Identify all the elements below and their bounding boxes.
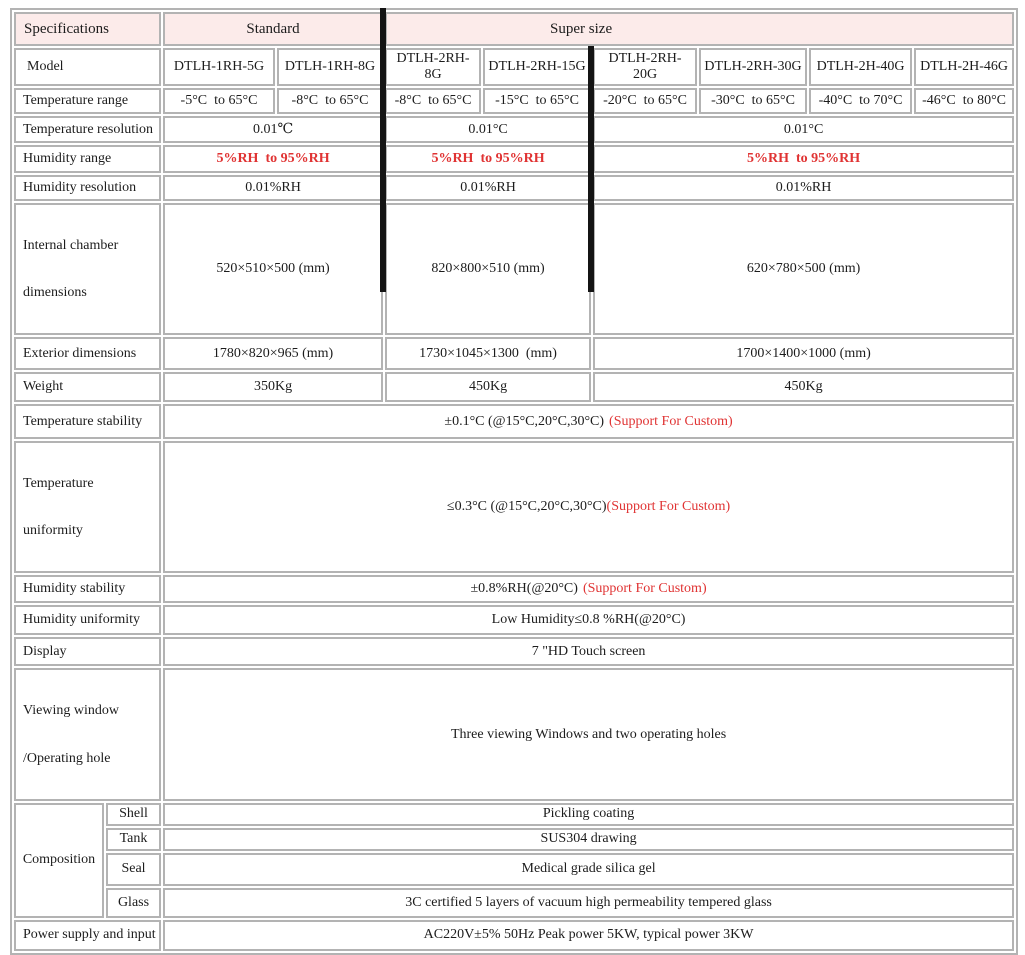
exterior-dimensions-value-cell: 1730×1045×1300 (mm) xyxy=(385,337,591,370)
temperature-stability-label: Temperature stability xyxy=(14,404,161,439)
viewing-window-label xyxy=(14,668,161,800)
exterior-dimensions-value-cell: 1700×1400×1000 (mm) xyxy=(593,337,1014,370)
table-row-composition-shell xyxy=(14,803,1014,826)
temperature-uniformity-label-line2: uniformity xyxy=(23,523,83,539)
model-value-cell: DTLH-2RH-30G xyxy=(699,48,807,86)
table-row-weight xyxy=(14,372,1014,402)
power-supply-value-cell: AC220V±5% 50Hz Peak power 5KW, typical power 3KW xyxy=(163,920,1014,951)
temperature-resolution-label: Temperature resolution xyxy=(14,116,161,143)
table-row-temperature-range xyxy=(14,88,1014,114)
humidity-range-value-cell: 5%RH to 95%RH xyxy=(385,145,591,173)
temperature-resolution-value-cell: 0.01°C xyxy=(593,116,1014,143)
temperature-stability-value-cell xyxy=(163,404,1014,439)
table-row-power-supply xyxy=(14,920,1014,951)
composition-item-value-cell: SUS304 drawing xyxy=(163,828,1014,851)
temperature-uniformity-value: ≤0.3°C (@15°C,20°C,30°C) xyxy=(446,499,607,515)
internal-chamber-value-cell: 520×510×500 (mm) xyxy=(163,203,383,335)
humidity-stability-custom-note: (Support For Custom) xyxy=(582,581,707,597)
temperature-range-value-cell: -46°C to 80°C xyxy=(914,88,1014,114)
composition-item-name: Shell xyxy=(106,803,161,826)
humidity-resolution-value-cell: 0.01%RH xyxy=(163,175,383,201)
model-value-cell: DTLH-2H-40G xyxy=(809,48,912,86)
table-row-humidity-stability xyxy=(14,575,1014,603)
humidity-range-value-cell: 5%RH to 95%RH xyxy=(593,145,1014,173)
weight-value-cell: 350Kg xyxy=(163,372,383,402)
power-supply-label: Power supply and input xyxy=(14,920,161,951)
table-row-exterior-dimensions xyxy=(14,337,1014,370)
standard-supersize-divider-line xyxy=(380,8,386,292)
weight-label: Weight xyxy=(14,372,161,402)
display-value-cell: 7 "HD Touch screen xyxy=(163,637,1014,666)
humidity-range-value-cell: 5%RH to 95%RH xyxy=(163,145,383,173)
table-row-humidity-uniformity xyxy=(14,605,1014,635)
composition-item-name: Glass xyxy=(106,888,161,918)
humidity-stability-value: ±0.8%RH(@20°C) xyxy=(470,581,578,597)
super-size-group-header: Super size xyxy=(385,12,1014,46)
temperature-stability-value: ±0.1°C (@15°C,20°C,30°C) xyxy=(444,413,605,429)
composition-item-value-cell: Pickling coating xyxy=(163,803,1014,826)
table-row-internal-chamber-dimensions xyxy=(14,203,1014,335)
model-value-cell: DTLH-2H-46G xyxy=(914,48,1014,86)
internal-chamber-dimensions-label xyxy=(14,203,161,335)
table-row-viewing-window xyxy=(14,668,1014,800)
viewing-window-label-line2: /Operating hole xyxy=(23,750,111,766)
temperature-uniformity-label xyxy=(14,441,161,573)
humidity-resolution-value-cell: 0.01%RH xyxy=(593,175,1014,201)
exterior-dimensions-value-cell: 1780×820×965 (mm) xyxy=(163,337,383,370)
internal-chamber-value-cell: 820×800×510 (mm) xyxy=(385,203,591,335)
temperature-range-value-cell: -8°C to 65°C xyxy=(277,88,383,114)
temperature-uniformity-label-line1: Temperature xyxy=(23,476,94,492)
temperature-resolution-value-cell: 0.01℃ xyxy=(163,116,383,143)
display-label: Display xyxy=(14,637,161,666)
exterior-dimensions-label: Exterior dimensions xyxy=(14,337,161,370)
temperature-stability-custom-note: (Support For Custom) xyxy=(609,413,733,429)
standard-group-header: Standard xyxy=(163,12,383,46)
specifications-header: Specifications xyxy=(14,12,161,46)
temperature-range-value-cell: -15°C to 65°C xyxy=(483,88,591,114)
composition-item-value-cell: 3C certified 5 layers of vacuum high permeability tempered glass xyxy=(163,888,1014,918)
table-row-header xyxy=(14,12,1014,46)
table-row-composition-seal xyxy=(14,853,1014,886)
model-label: Model xyxy=(14,48,161,86)
model-value-cell: DTLH-2RH-20G xyxy=(593,48,697,86)
table-row-composition-tank xyxy=(14,828,1014,851)
temperature-range-value-cell: -20°C to 65°C xyxy=(593,88,697,114)
table-row-humidity-resolution xyxy=(14,175,1014,201)
humidity-stability-value-cell xyxy=(163,575,1014,603)
temperature-range-value-cell: -8°C to 65°C xyxy=(385,88,481,114)
table-row-temperature-uniformity xyxy=(14,441,1014,573)
table-row-model xyxy=(14,48,1014,86)
temperature-range-label: Temperature range xyxy=(14,88,161,114)
temperature-uniformity-custom-note: (Support For Custom) xyxy=(606,499,731,515)
composition-item-name: Tank xyxy=(106,828,161,851)
temperature-resolution-value-cell: 0.01°C xyxy=(385,116,591,143)
table-row-temperature-resolution xyxy=(14,116,1014,143)
viewing-window-label-line1: Viewing window xyxy=(23,703,119,719)
table-row-composition-glass xyxy=(14,888,1014,918)
supersize-subgroup-divider-line xyxy=(588,46,594,292)
weight-value-cell: 450Kg xyxy=(593,372,1014,402)
internal-chamber-dimensions-label-line2: dimensions xyxy=(23,285,87,301)
composition-label: Composition xyxy=(14,803,104,918)
humidity-stability-label: Humidity stability xyxy=(14,575,161,603)
model-value-cell: DTLH-2RH-8G xyxy=(385,48,481,86)
humidity-resolution-value-cell: 0.01%RH xyxy=(385,175,591,201)
table-row-humidity-range xyxy=(14,145,1014,173)
table-row-temperature-stability xyxy=(14,404,1014,439)
composition-item-value-cell: Medical grade silica gel xyxy=(163,853,1014,886)
temperature-uniformity-value-cell xyxy=(163,441,1014,573)
model-value-cell: DTLH-1RH-8G xyxy=(277,48,383,86)
temperature-range-value-cell: -30°C to 65°C xyxy=(699,88,807,114)
viewing-window-value-cell: Three viewing Windows and two operating holes xyxy=(163,668,1014,800)
humidity-resolution-label: Humidity resolution xyxy=(14,175,161,201)
weight-value-cell: 450Kg xyxy=(385,372,591,402)
humidity-uniformity-label: Humidity uniformity xyxy=(14,605,161,635)
humidity-uniformity-value-cell: Low Humidity≤0.8 %RH(@20°C) xyxy=(163,605,1014,635)
model-value-cell: DTLH-1RH-5G xyxy=(163,48,275,86)
composition-item-name: Seal xyxy=(106,853,161,886)
internal-chamber-dimensions-label-line1: Internal chamber xyxy=(23,238,119,253)
temperature-range-value-cell: -5°C to 65°C xyxy=(163,88,275,114)
temperature-range-value-cell: -40°C to 70°C xyxy=(809,88,912,114)
model-value-cell: DTLH-2RH-15G xyxy=(483,48,591,86)
humidity-range-label: Humidity range xyxy=(14,145,161,173)
internal-chamber-value-cell: 620×780×500 (mm) xyxy=(593,203,1014,335)
specifications-table xyxy=(10,8,1018,955)
